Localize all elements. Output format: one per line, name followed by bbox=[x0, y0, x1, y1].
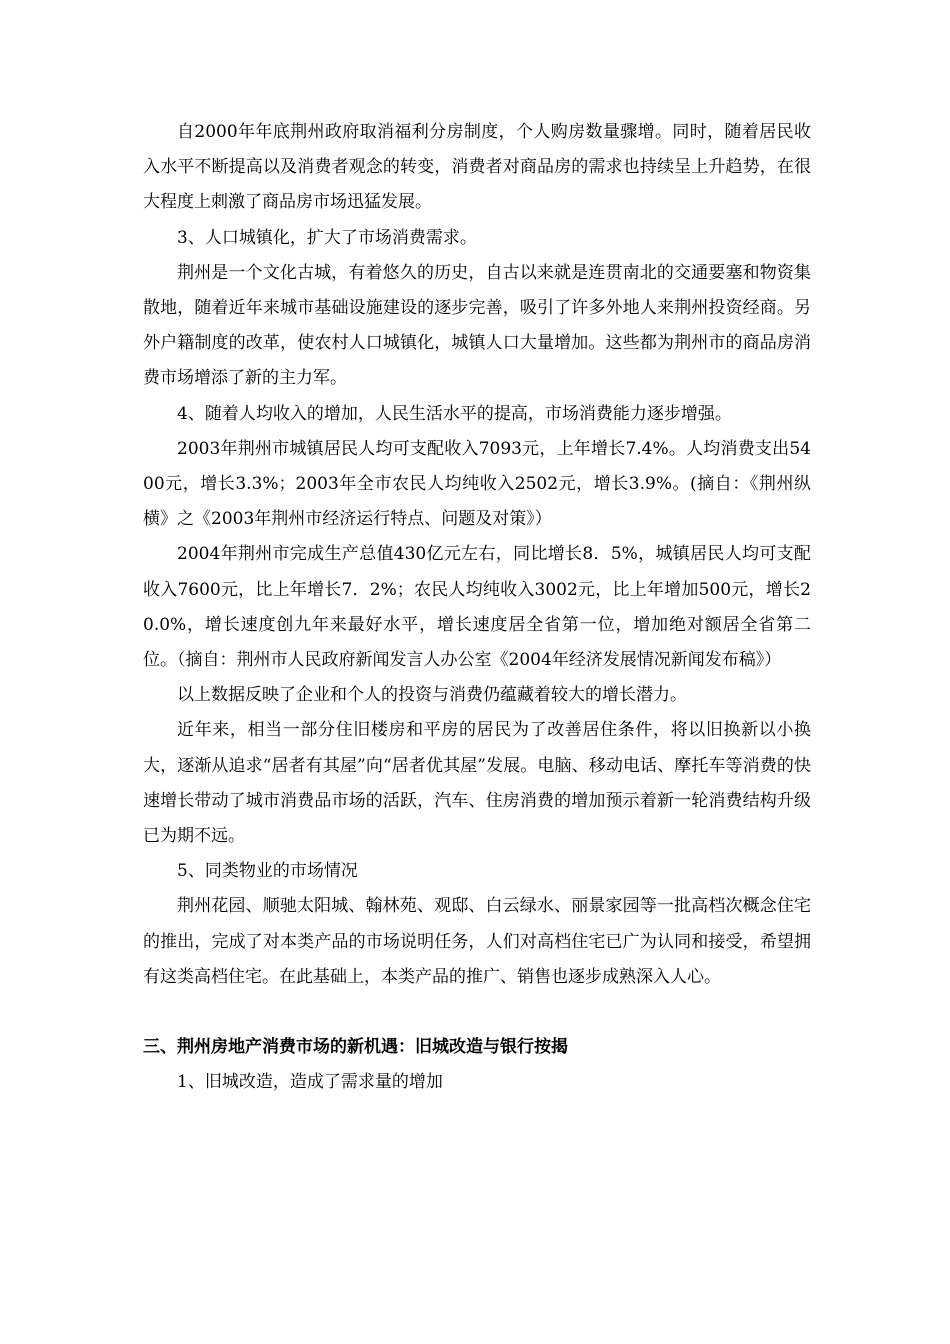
document-body bbox=[143, 115, 811, 1100]
paragraph-income-2004: 2004年荆州市完成生产总值430亿元左右，同比增长8．5%，城镇居民人均可支配收入7600元，比上年增长7．2%；农民人均纯收入3002元，比上年增加500元，增长20.0%，增长速度创九年来最好水平，增长速度居全省第一位，增加绝对额居全省第二位。（摘自：荆州市人民政府新闻发言人办公室《2004年经济发展情况新闻发布稿》） bbox=[143, 544, 811, 671]
paragraph-similar-property-body: 荆州花园、顺驰太阳城、翰林苑、观邸、白云绿水、丽景家园等一批高档次概念住宅的推出，完成了对本类产品的市场说明任务，人们对高档住宅已广为认同和接受，希望拥有这类高档住宅。在此基础上，本类产品的推广、销售也逐步成熟深入人心。 bbox=[143, 896, 811, 987]
paragraph-policy-change: 自2000年年底荆州政府取消福利分房制度，个人购房数量骤增。同时，随着居民收入水平不断提高以及消费者观念的转变，消费者对商品房的需求也持续呈上升趋势，在很大程度上刺激了商品房市场迅猛发展。 bbox=[143, 122, 811, 213]
section-heading: 三、荆州房地产消费市场的新机遇：旧城改造与银行按揭 bbox=[143, 1037, 568, 1058]
paragraph-data-summary: 以上数据反映了企业和个人的投资与消费仍蕴藏着较大的增长潜力。 bbox=[177, 685, 687, 706]
sub-item-old-city-renovation: 1、旧城改造，造成了需求量的增加 bbox=[177, 1072, 443, 1093]
paragraph-income-title: 4、随着人均收入的增加，人民生活水平的提高，市场消费能力逐步增强。 bbox=[177, 403, 732, 424]
paragraph-consumption-upgrade: 近年来，相当一部分住旧楼房和平房的居民为了改善居住条件，将以旧换新以小换大，逐渐从追求“居者有其屋”向“居者优其屋”发展。电脑、移动电话、摩托车等消费的快速增长带动了城市消费品市场的活跃，汽车、住房消费的增加预示着新一轮消费结构升级已为期不远。 bbox=[143, 720, 811, 847]
paragraph-income-2003: 2003年荆州市城镇居民人均可支配收入7093元，上年增长7.4%。人均消费支出5400元，增长3.3%；2003年全市农民人均纯收入2502元，增长3.9%。(摘自：《荆州纵横》之《2003年荆州市经济运行特点、问题及对策》） bbox=[143, 438, 811, 530]
paragraph-urbanization-title: 3、人口城镇化，扩大了市场消费需求。 bbox=[177, 227, 477, 248]
paragraph-similar-property-title: 5、同类物业的市场情况 bbox=[177, 861, 358, 882]
paragraph-urbanization-body: 荆州是一个文化古城，有着悠久的历史，自古以来就是连贯南北的交通要塞和物资集散地，随着近年来城市基础设施建设的逐步完善，吸引了许多外地人来荆州投资经商。另外户籍制度的改革，使农村人口城镇化，城镇人口大量增加。这些都为荆州市的商品房消费市场增添了新的主力军。 bbox=[143, 262, 811, 389]
